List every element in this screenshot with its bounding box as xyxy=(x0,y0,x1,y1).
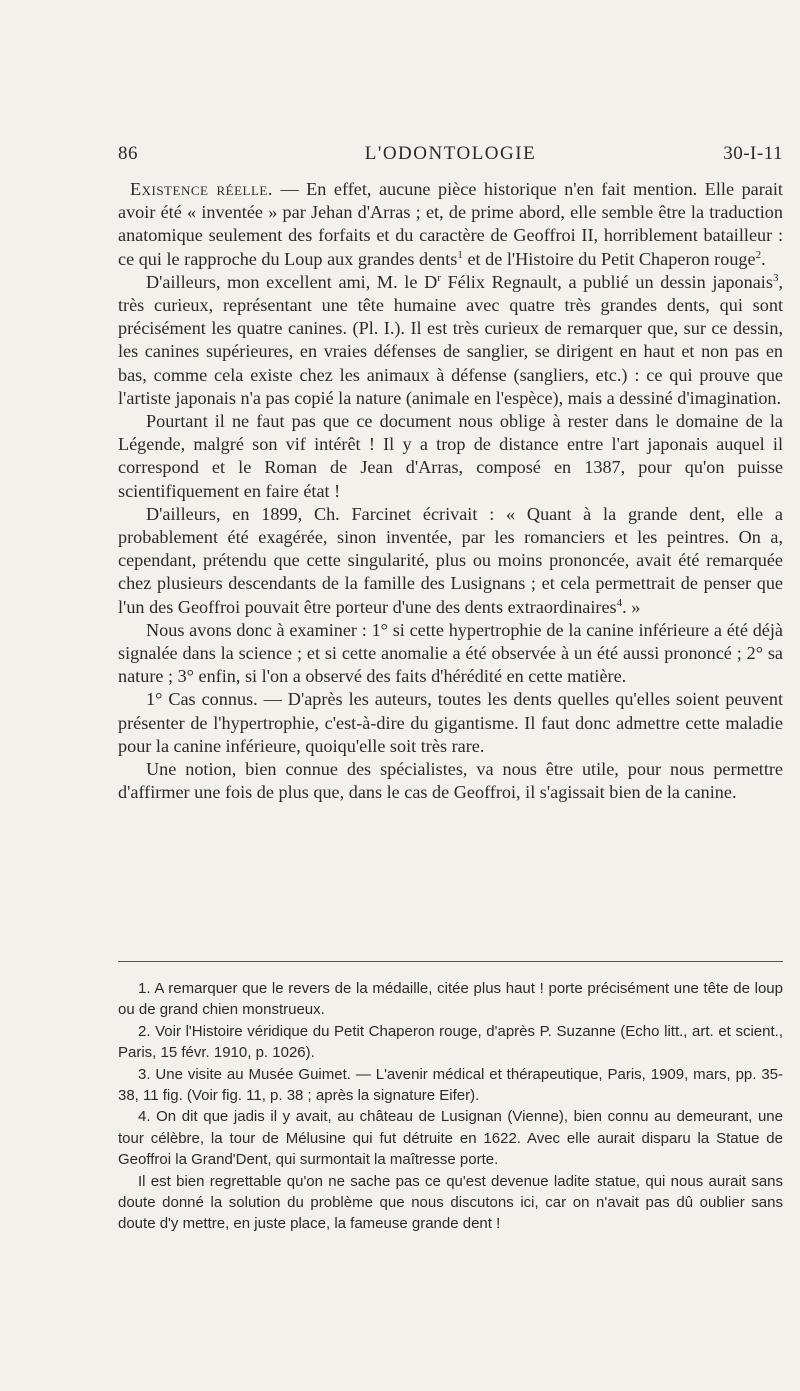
footnotes xyxy=(118,978,783,1235)
paragraph: Pourtant il ne faut pas que ce document nous oblige à rester dans le domaine de la Légende, malgré son vif intérêt ! Il y a trop de distance entre l'art japonais auquel il correspond et le Roman de Jean d'Arras, composé en 1387, pour qu'on puisse scientifiquement en faire état ! xyxy=(118,411,783,501)
main-text xyxy=(118,178,783,804)
footnote-ref: 4 xyxy=(616,596,623,609)
paragraph: D'ailleurs, en 1899, Ch. Farcinet écrivait : « Quant à la grande dent, elle a probablement été exagérée, sinon inventée, par les romanciers et les peintres. On a, cependant, prétendu que cette singularité, plus ou moins prononcée, avait été remarquée chez plusieurs descendants de la famille des Lusignans ; et cela permettrait de penser que l'un des Geoffroi pouvait être porteur d'une des dents extraordinaires$^4$. » xyxy=(118,503,783,617)
paragraph: D'ailleurs, mon excellent ami, M. le $D^r$ Félix Regnault, a publié un dessin japonais$^3$, très curieux, représentant une tête humaine avec quatre très grandes dents, qui sont précisément les quatre canines. (Pl. I.). Il est très curieux de remarquer que, sur ce dessin, les canines supérieures, en vraies défenses de sanglier, se dirigent en haut et non pas en bas, comme cela existe chez les animaux à défense (sangliers, etc.) : ce qui prouve que l'artiste japonais n'a pas copié la nature (animale en l'espèce), mais a dessiné d'imagination. xyxy=(118,271,783,408)
journal-title: L'ODONTOLOGIE xyxy=(364,143,537,164)
footnote-ref: 1 xyxy=(457,248,463,261)
page-number: 86 xyxy=(118,143,138,164)
footnote-ref: 3 xyxy=(772,271,779,284)
footnote-ref: 2 xyxy=(755,248,762,261)
footnote: 4. On dit que jadis il y avait, au château de Lusignan (Vienne), bien connu au demeurant, une tour célèbre, la tour de Mélusine qui fut détruite en 1622. Avec elle aurait disparu la Statue de Geoffroi la Grand'Dent, qui surmontait la maîtresse porte. xyxy=(118,1108,783,1169)
issue-date: 30-I-11 xyxy=(723,143,783,164)
paragraph: Existence réelle. — En effet, aucune pièce historique n'en fait mention. Elle parait avoir été « inventée » par Jehan d'Arras ; et, de prime abord, elle semble être la traduction anatomique seulement des forfaits et du caractère de Geoffroi II, horriblement batailleur : ce qui le rapproche du Loup aux grandes dents$^1$ et de l'Histoire du Petit Chaperon rouge$^2$. xyxy=(118,179,783,269)
footnote: 3. Une visite au Musée Guimet. — L'avenir médical et thérapeutique, Paris, 1909, mars, pp. 35-38, 11 fig. (Voir fig. 11, p. 38 ; après la signature Eifer). xyxy=(118,1065,783,1105)
paragraph: 1° Cas connus. — D'après les auteurs, toutes les dents quelles qu'elles soient peuvent présenter de l'hypertrophie, c'est-à-dire du gigantisme. Il faut donc admettre cette maladie pour la canine inférieure, quoiqu'elle soit très rare. xyxy=(118,689,783,756)
footnote: 1. A remarquer que le revers de la médaille, citée plus haut ! porte précisément une tête de loup ou de grand chien monstrueux. xyxy=(118,980,783,1019)
section-lead: Existence réelle. xyxy=(130,179,273,199)
paragraph: Nous avons donc à examiner : 1° si cette hypertrophie de la canine inférieure a été déjà signalée dans la science ; et si cette anomalie a été observée à un été aussi prononcé ; 2° sa nature ; 3° enfin, si l'on a observé des faits d'hérédité en cette matière. xyxy=(118,619,783,687)
running-header xyxy=(118,143,783,169)
paragraph: Une notion, bien connue des spécialistes, va nous être utile, pour nous permettre d'affirmer une fois de plus que, dans le cas de Geoffroi, il s'agissait bien de la canine. xyxy=(118,759,783,803)
footnote: 2. Voir l'Histoire véridique du Petit Chaperon rouge, d'après P. Suzanne (Echo litt., art. et scient., Paris, 15 févr. 1910, p. 1026). xyxy=(118,1022,783,1062)
footnote-divider xyxy=(118,961,783,962)
footnote: Il est bien regrettable qu'on ne sache pas ce qu'est devenue ladite statue, qui nous aurait sans doute donné la solution du problème que nous discutons ici, car on n'avait pas dû oublier sans doute d'y mettre, en juste place, la fameuse grande dent ! xyxy=(118,1172,783,1233)
